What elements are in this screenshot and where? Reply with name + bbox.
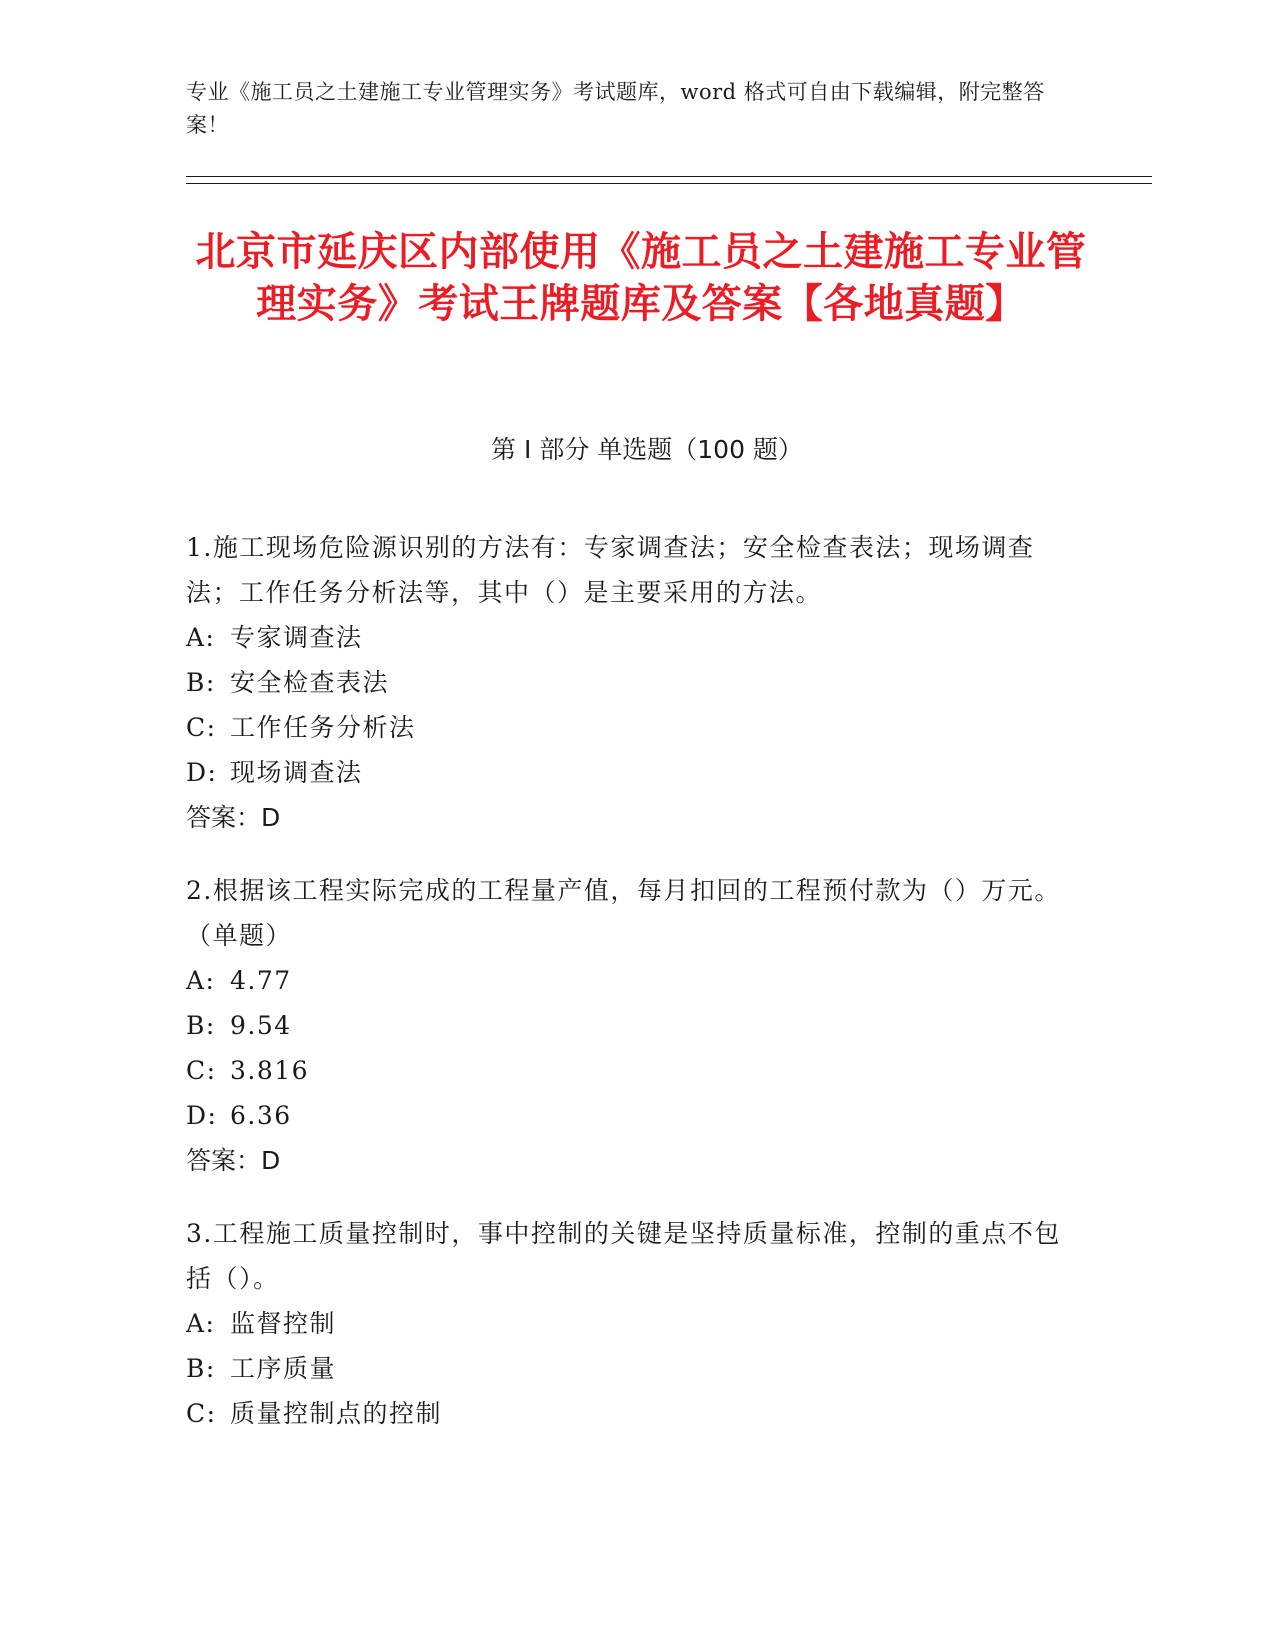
option-letter: A: <box>186 966 216 995</box>
option-letter: C: <box>186 1399 217 1428</box>
option-text: 质量控制点的控制 <box>230 1399 443 1428</box>
option-letter: B: <box>186 1011 216 1040</box>
header-divider-top <box>186 176 1152 177</box>
section-title: 第 I 部分 单选题（100 题） <box>491 435 803 464</box>
option-text: 3.816 <box>230 1056 310 1085</box>
option-letter: A: <box>186 1309 216 1338</box>
option-text: 9.54 <box>230 1011 292 1040</box>
option-a <box>186 958 1066 1003</box>
option-text: 监督控制 <box>230 1309 337 1338</box>
question-stem: 1.施工现场危险源识别的方法有：专家调查法；安全检查表法；现场调查法；工作任务分析法等，其中（）是主要采用的方法。 <box>186 533 1035 607</box>
option-text: 6.36 <box>230 1101 292 1130</box>
option-text: 工作任务分析法 <box>230 713 416 742</box>
question-stem: 3.工程施工质量控制时，事中控制的关键是坚持质量标准，控制的重点不包括（）。 <box>186 1219 1061 1293</box>
option-letter: D: <box>186 1101 218 1130</box>
option-text: 安全检查表法 <box>230 668 390 697</box>
header-note: 专业《施工员之土建施工专业管理实务》考试题库，word 格式可自由下载编辑，附完整答案！ <box>186 80 1045 137</box>
document-title: 北京市延庆区内部使用《施工员之土建施工专业管理实务》考试王牌题库及答案【各地真题】 <box>195 229 1087 327</box>
question-3 <box>186 1211 1066 1436</box>
question-2 <box>186 868 1066 1183</box>
question-list <box>186 525 1066 1464</box>
option-text: 工序质量 <box>230 1354 337 1383</box>
answer-line: 答案：D <box>186 1146 281 1175</box>
option-d <box>186 750 1066 795</box>
option-letter: B: <box>186 1354 216 1383</box>
option-c <box>186 705 1066 750</box>
option-b <box>186 1003 1066 1048</box>
question-1 <box>186 525 1066 840</box>
option-b <box>186 660 1066 705</box>
option-b <box>186 1346 1066 1391</box>
option-text: 4.77 <box>230 966 292 995</box>
option-letter: C: <box>186 713 217 742</box>
option-letter: A: <box>186 623 216 652</box>
option-d <box>186 1093 1066 1138</box>
option-letter: C: <box>186 1056 217 1085</box>
option-text: 专家调查法 <box>230 623 363 652</box>
option-letter: B: <box>186 668 216 697</box>
option-text: 现场调查法 <box>230 758 363 787</box>
answer-line: 答案：D <box>186 803 281 832</box>
option-a <box>186 1301 1066 1346</box>
option-c <box>186 1391 1066 1436</box>
question-stem: 2.根据该工程实际完成的工程量产值，每月扣回的工程预付款为（）万元。（单题） <box>186 876 1061 950</box>
option-letter: D: <box>186 758 218 787</box>
header-divider-bottom <box>186 183 1152 184</box>
option-a <box>186 615 1066 660</box>
option-c <box>186 1048 1066 1093</box>
